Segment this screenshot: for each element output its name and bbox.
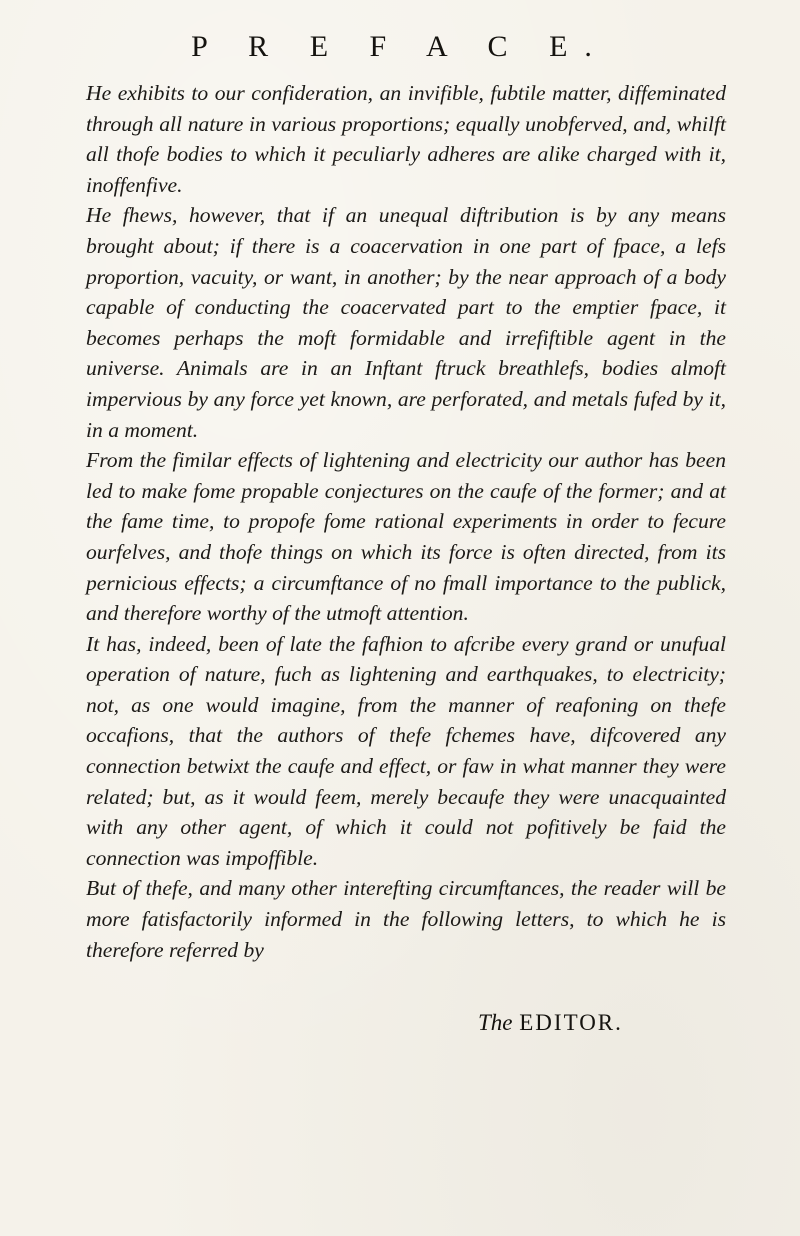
signature [478,1010,738,1036]
body-text [86,78,726,965]
paragraph-4: It has, indeed, been of late the fafhion to afcribe every grand or unufual operation of nature, fuch as lightening and earthquakes, to electricity; not, as one would imagine, from the manner of reafoning on thefe occafions, that the authors of thefe fchemes have, difcovered any connection betwixt the caufe and effect, or faw in what manner they were related; but, as it would feem, merely becaufe they were unacquainted with any other agent, of which it could not pofitively be faid the connection was impoffible. [86,631,726,870]
signature-name: EDITOR. [519,1010,623,1035]
paragraph-2: He fhews, however, that if an unequal diftribution is by any means brought about; if there is a coacervation in one part of fpace, a lefs proportion, vacuity, or want, in another; by the near approach of a body capable of conducting the coacervated part to the emptier fpace, it becomes perhaps the moft formidable and irrefiftible agent in the universe. Animals are in an Inftant ftruck breathlefs, bodies almoft impervious by any force yet known, are perforated, and metals fufed by it, in a moment. [86,203,726,442]
paragraph-3: From the fimilar effects of lightening and electricity our author has been led to make fome propable conjectures on the caufe of the former; and at the fame time, to propofe fome rational experiments in order to fecure ourfelves, and thofe things on which its force is often directed, from its pernicious effects; a circumftance of no fmall importance to the publick, and therefore worthy of the utmoft attention. [86,448,726,626]
paragraph-5: But of thefe, and many other interefting circumftances, the reader will be more fatisfactorily informed in the following letters, to which he is therefore referred by [86,876,726,962]
paragraph-1: He exhibits to our confideration, an invifible, fubtile matter, diffeminated through all nature in various proportions; equally unobferved, and, whilft all thofe bodies to which it peculiarly adheres are alike charged with it, inoffenfive. [86,81,726,197]
signature-prefix: The [478,1010,513,1035]
page-title: P R E F A C E. [191,30,609,63]
